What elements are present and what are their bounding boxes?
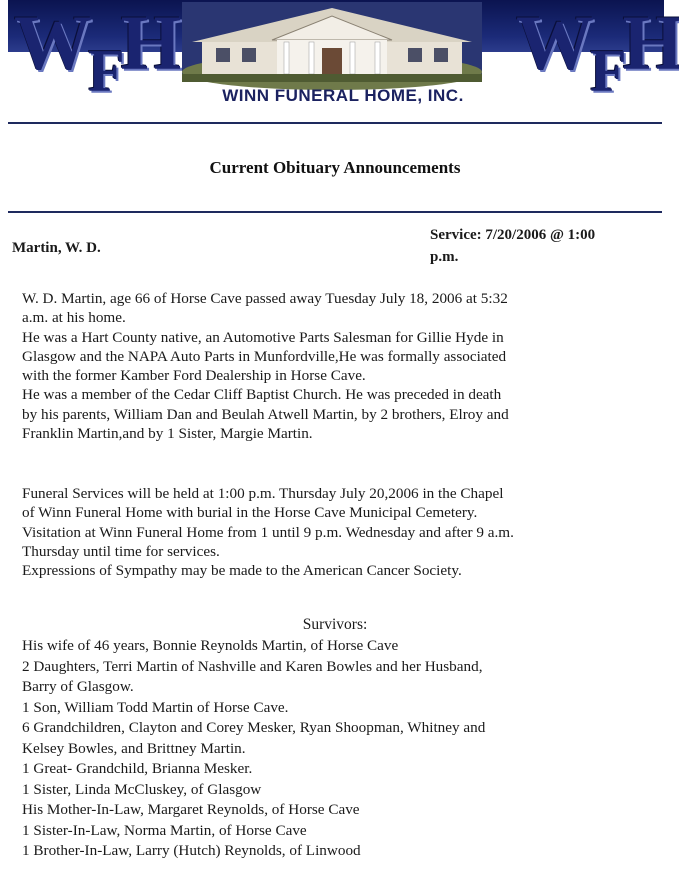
survivor-line: 1 Great- Grandchild, Brianna Mesker. [22,760,253,777]
divider-top [8,122,662,124]
text-line: Expressions of Sympathy may be made to the American Cancer Society. [22,562,462,580]
header-banner [8,0,679,112]
service-info [430,224,655,268]
text-line: of Winn Funeral Home with burial in the Horse Cave Municipal Cemetery. [22,504,478,522]
text-line: Franklin Martin,and by 1 Sister, Margie Martin. [22,425,313,443]
survivor-line: His wife of 46 years, Bonnie Reynolds Martin, of Horse Cave [22,637,399,654]
decedent-name: Martin, W. D. [12,240,101,256]
text-line: Thursday until time for services. [22,542,220,560]
survivor-line: 6 Grandchildren, Clayton and Corey Mesker, Ryan Shoopman, Whitney and [22,719,486,736]
logo-monogram-right: WFH [516,0,679,104]
survivor-line: 1 Sister, Linda McCluskey, of Glasgow [22,780,262,798]
survivor-line: Kelsey Bowles, and Brittney Martin. [22,739,246,757]
survivor-line: 2 Daughters, Terri Martin of Nashville and Karen Bowles and her Husband, [22,657,483,675]
service-line-1: Service: 7/20/2006 @ 1:00 [430,227,596,243]
text-line: He was a member of the Cedar Cliff Baptist Church. He was preceded in death [22,386,502,404]
service-line-2: p.m. [430,249,459,265]
survivor-line: 1 Brother-In-Law, Larry (Hutch) Reynolds, of Linwood [22,842,361,859]
obituary-paragraph-2 [22,484,662,580]
funeral-home-building-image [182,2,482,82]
text-line: a.m. at his home. [22,309,126,327]
page-title: Current Obituary Announcements [209,158,461,177]
text-line: Glasgow and the NAPA Auto Parts in Munfordville,He was formally associated [22,347,507,365]
survivor-line: 1 Son, William Todd Martin of Horse Cave. [22,698,289,716]
logo-monogram-left: WFH [14,0,178,104]
text-line: by his parents, William Dan and Beulah Atwell Martin, by 2 brothers, Elroy and [22,405,509,423]
divider-bottom [8,211,662,213]
survivor-line: 1 Sister-In-Law, Norma Martin, of Horse Cave [22,821,307,839]
company-name: WINN FUNERAL HOME, INC. [222,86,464,105]
survivors-list [22,636,662,862]
obituary-paragraph-1 [22,289,662,443]
text-line: Visitation at Winn Funeral Home from 1 until 9 p.m. Wednesday and after 9 a.m. [22,523,514,541]
text-line: He was a Hart County native, an Automotive Parts Salesman for Gillie Hyde in [22,328,504,346]
text-line: Funeral Services will be held at 1:00 p.m. Thursday July 20,2006 in the Chapel [22,485,504,502]
text-line: W. D. Martin, age 66 of Horse Cave passed away Tuesday July 18, 2006 at 5:32 [22,290,508,307]
survivor-line: His Mother-In-Law, Margaret Reynolds, of Horse Cave [22,801,360,818]
survivor-line: Barry of Glasgow. [22,678,134,695]
survivors-heading: Survivors: [302,616,368,633]
text-line: with the former Kamber Ford Dealership in Horse Cave. [22,367,366,385]
